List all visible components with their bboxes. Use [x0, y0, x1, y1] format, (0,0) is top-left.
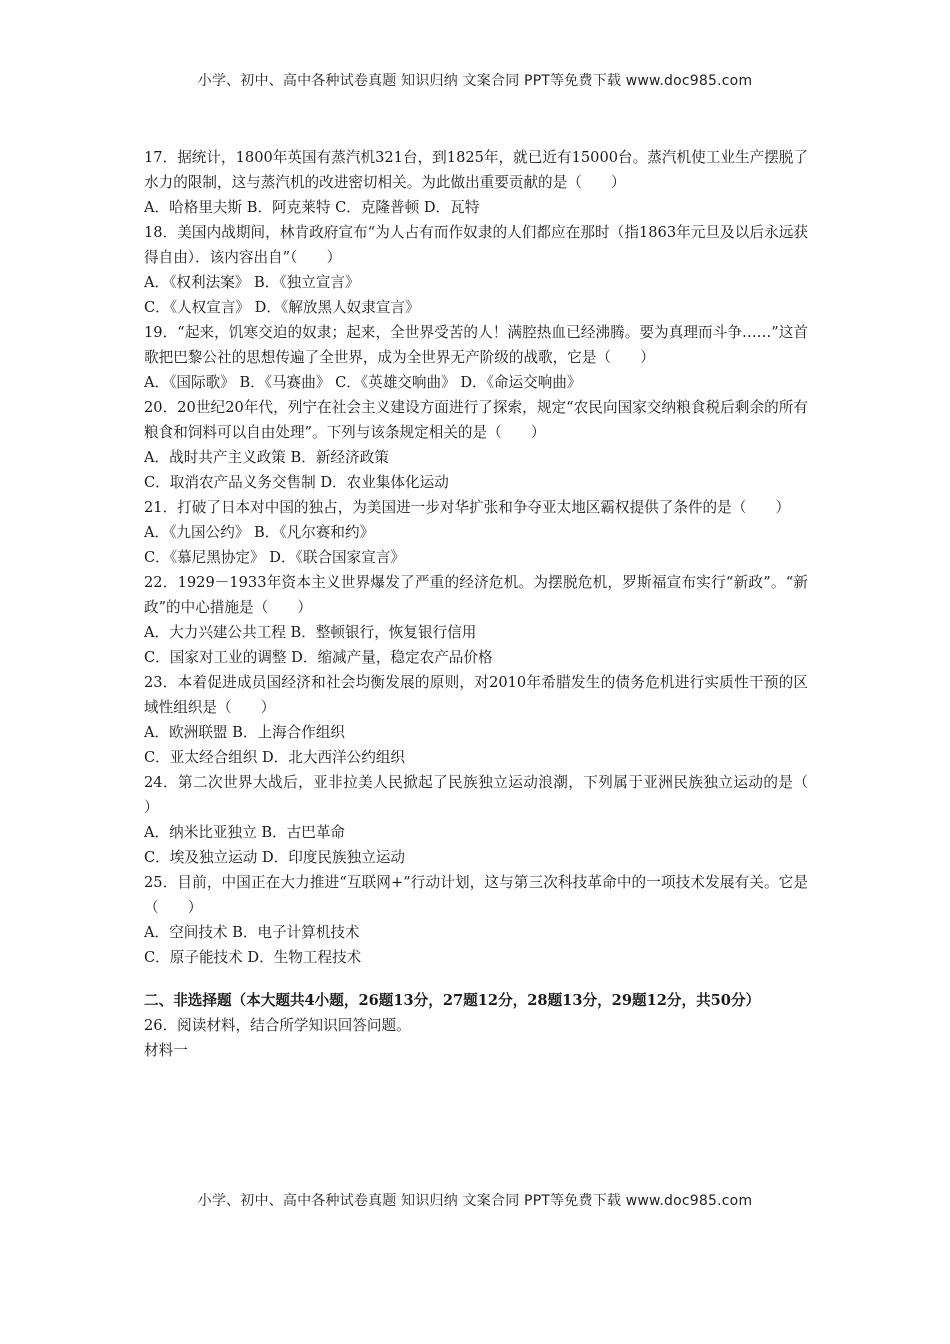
page-header: 小学、初中、高中各种试卷真题 知识归纳 文案合同 PPT等免费下载 www.doc985.com — [197, 73, 753, 89]
question-18-options-ab: A．《权利法案》 B．《独立宣言》 — [144, 274, 360, 291]
question-24-options-ab: A．纳米比亚独立 B．古巴革命 — [144, 824, 346, 841]
question-22-options-cd: C．国家对工业的调整 D．缩减产量，稳定农产品价格 — [144, 649, 493, 666]
question-25-stem: 25．目前，中国正在大力推进“互联网+”行动计划，这与第三次科技革命中的一项技术发展有关。它是（ ） — [144, 874, 808, 916]
question-21-options-cd: C．《慕尼黑协定》 D．《联合国家宣言》 — [144, 549, 406, 566]
question-17-stem: 17．据统计，1800年英国有蒸汽机321台，到1825年，就已近有15000台。蒸汽机使工业生产摆脱了水力的限制，这与蒸汽机的改进密切相关。为此做出重要贡献的是（ ） — [144, 149, 808, 191]
question-20-options-ab: A．战时共产主义政策 B．新经济政策 — [144, 449, 389, 466]
question-21-options-ab: A．《九国公约》 B．《凡尔赛和约》 — [144, 524, 375, 541]
section-2-title: 二、非选择题（本大题共4小题，26题13分，27题12分，28题13分，29题12分，共50分） — [144, 992, 761, 1009]
question-20-stem: 20．20世纪20年代，列宁在社会主义建设方面进行了探索，规定“农民向国家交纳粮食税后剩余的所有粮食和饲料可以自由处理”。下列与该条规定相关的是（ ） — [144, 399, 808, 441]
question-18-stem: 18．美国内战期间，林肯政府宣布“为人占有而作奴隶的人们都应在那时（指1863年元旦及以后永远获得自由）．该内容出自”（ ） — [144, 224, 808, 266]
question-25-options-cd: C．原子能技术 D．生物工程技术 — [144, 949, 362, 966]
question-23-options-cd: C．亚太经合组织 D．北大西洋公约组织 — [144, 749, 406, 766]
page-footer: 小学、初中、高中各种试卷真题 知识归纳 文案合同 PPT等免费下载 www.doc985.com — [197, 1193, 753, 1209]
question-22-stem: 22．1929－1933年资本主义世界爆发了严重的经济危机。为摆脱危机，罗斯福宣布实行“新政”。“新政”的中心措施是（ ） — [144, 574, 808, 616]
question-22-options-ab: A．大力兴建公共工程 B．整顿银行，恢复银行信用 — [144, 624, 477, 641]
question-26-stem: 26．阅读材料，结合所学知识回答问题。 — [144, 1017, 411, 1034]
question-17-options: A．哈格里夫斯 B．阿克莱特 C．克隆普顿 D．瓦特 — [144, 199, 480, 216]
question-19-stem: 19．“起来，饥寒交迫的奴隶；起来，全世界受苦的人！满腔热血已经沸腾。要为真理而斗争……”这首歌把巴黎公社的思想传遍了全世界，成为全世界无产阶级的战歌，它是（ ） — [144, 324, 808, 366]
question-19-options: A．《国际歌》 B．《马赛曲》 C．《英雄交响曲》 D．《命运交响曲》 — [144, 374, 582, 391]
question-25-options-ab: A．空间技术 B．电子计算机技术 — [144, 924, 360, 941]
question-21-stem: 21．打破了日本对中国的独占，为美国进一步对华扩张和争夺亚太地区霸权提供了条件的是（ ） — [144, 499, 791, 516]
question-24-options-cd: C．埃及独立运动 D．印度民族独立运动 — [144, 849, 406, 866]
question-20-options-cd: C．取消农产品义务交售制 D．农业集体化运动 — [144, 474, 449, 491]
question-content — [144, 145, 838, 1063]
question-26-material-label: 材料一 — [144, 1042, 188, 1059]
question-23-stem: 23．本着促进成员国经济和社会均衡发展的原则，对2010年希腊发生的债务危机进行实质性干预的区域性组织是（ ） — [144, 674, 808, 716]
question-18-options-cd: C．《人权宣言》 D．《解放黑人奴隶宣言》 — [144, 299, 420, 316]
question-24-stem: 24．第二次世界大战后，亚非拉美人民掀起了民族独立运动浪潮，下列属于亚洲民族独立运动的是（ ） — [144, 774, 838, 816]
question-23-options-ab: A．欧洲联盟 B．上海合作组织 — [144, 724, 346, 741]
